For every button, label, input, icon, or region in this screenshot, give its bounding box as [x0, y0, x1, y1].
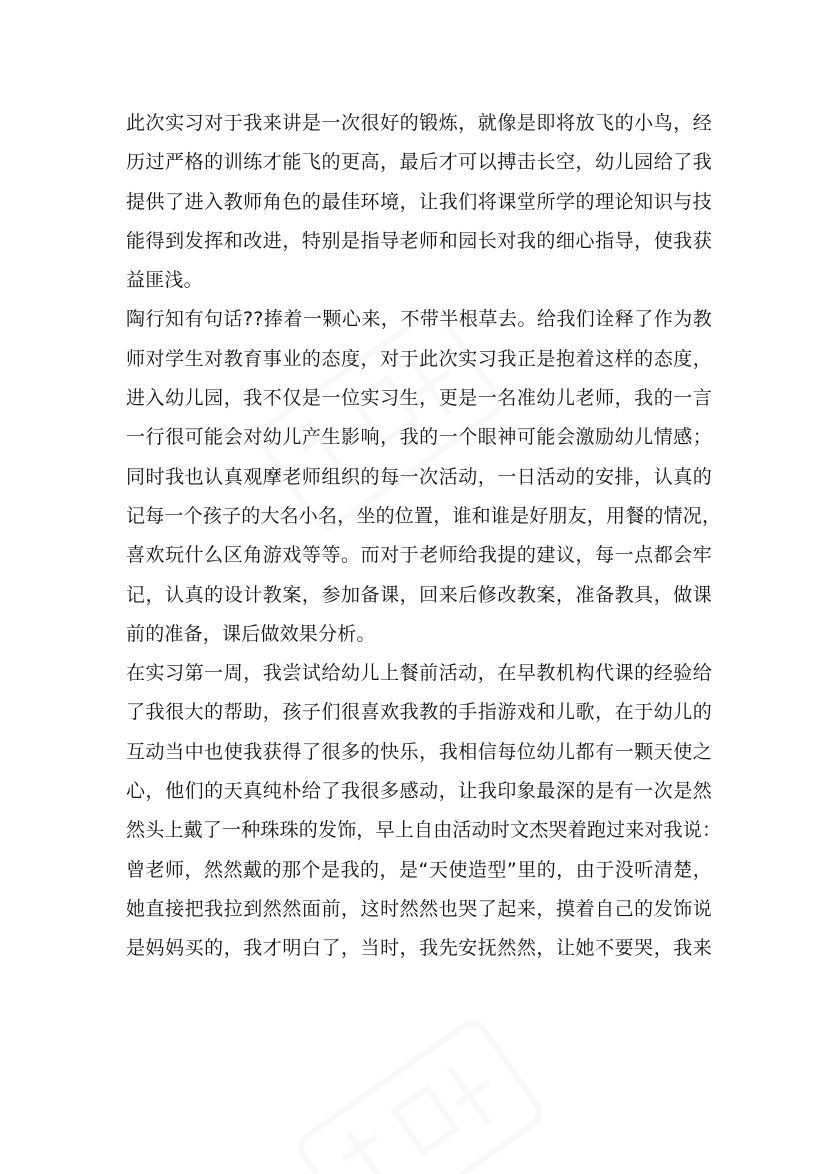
text-line: 记每一个孩子的大名小名，坐的位置，谁和谁是好朋友，用餐的情况， [126, 504, 722, 527]
paragraph-1 [126, 104, 712, 300]
paragraph-2 [126, 300, 722, 654]
document-body [126, 104, 722, 969]
text-line: 喜欢玩什么区角游戏等等。而对于老师给我提的建议，每一点都会牢 [126, 544, 712, 567]
text-line: 在实习第一周，我尝试给幼儿上餐前活动，在早教机构代课的经验给 [126, 662, 712, 685]
text-line: 师对学生对教育事业的态度，对于此次实习我正是抱着这样的态度， [126, 347, 712, 370]
paragraph-3 [126, 654, 722, 968]
text-line: 前的准备，课后做效果分析。 [126, 622, 376, 645]
text-line: 进入幼儿园，我不仅是一位实习生，更是一名准幼儿老师，我的一言 [126, 387, 712, 410]
text-line: 陶行知有句话??捧着一颗心来，不带半根草去。给我们诠释了作为教 [126, 308, 712, 331]
text-line: 是妈妈买的，我才明白了，当时，我先安抚然然，让她不要哭，我来 [126, 937, 712, 960]
text-line: 益匪浅。 [126, 269, 203, 292]
text-line: 曾老师，然然戴的那个是我的，是“天使造型”里的，由于没听清楚， [126, 858, 712, 881]
text-line: 心，他们的天真纯朴给了我很多感动，让我印象最深的是有一次是然 [126, 780, 712, 803]
text-line: 记，认真的设计教案，参加备课，回来后修改教案，准备教具，做课 [126, 583, 712, 606]
text-line: 然头上戴了一种珠珠的发饰，早上自由活动时文杰哭着跑过来对我说： [126, 819, 722, 842]
text-line: 同时我也认真观摩老师组织的每一次活动，一日活动的安排，认真的 [126, 465, 712, 488]
text-line: 互动当中也使我获得了很多的快乐，我相信每位幼儿都有一颗天使之 [126, 740, 712, 763]
text-line: 她直接把我拉到然然面前，这时然然也哭了起来，摸着自己的发饰说 [126, 897, 712, 920]
text-line: 此次实习对于我来讲是一次很好的锻炼，就像是即将放飞的小鸟，经 [126, 112, 712, 134]
text-line: 一行很可能会对幼儿产生影响，我的一个眼神可能会激励幼儿情感； [126, 426, 712, 449]
text-line: 了我很大的帮助，孩子们很喜欢我教的手指游戏和儿歌，在于幼儿的 [126, 701, 712, 724]
text-line: 提供了进入教师角色的最佳环境，让我们将课堂所学的理论知识与技 [126, 190, 712, 213]
text-line: 能得到发挥和改进，特别是指导老师和园长对我的细心指导，使我获 [126, 229, 712, 252]
text-line: 历过严格的训练才能飞的更高，最后才可以搏击长空，幼儿园给了我 [126, 151, 712, 174]
